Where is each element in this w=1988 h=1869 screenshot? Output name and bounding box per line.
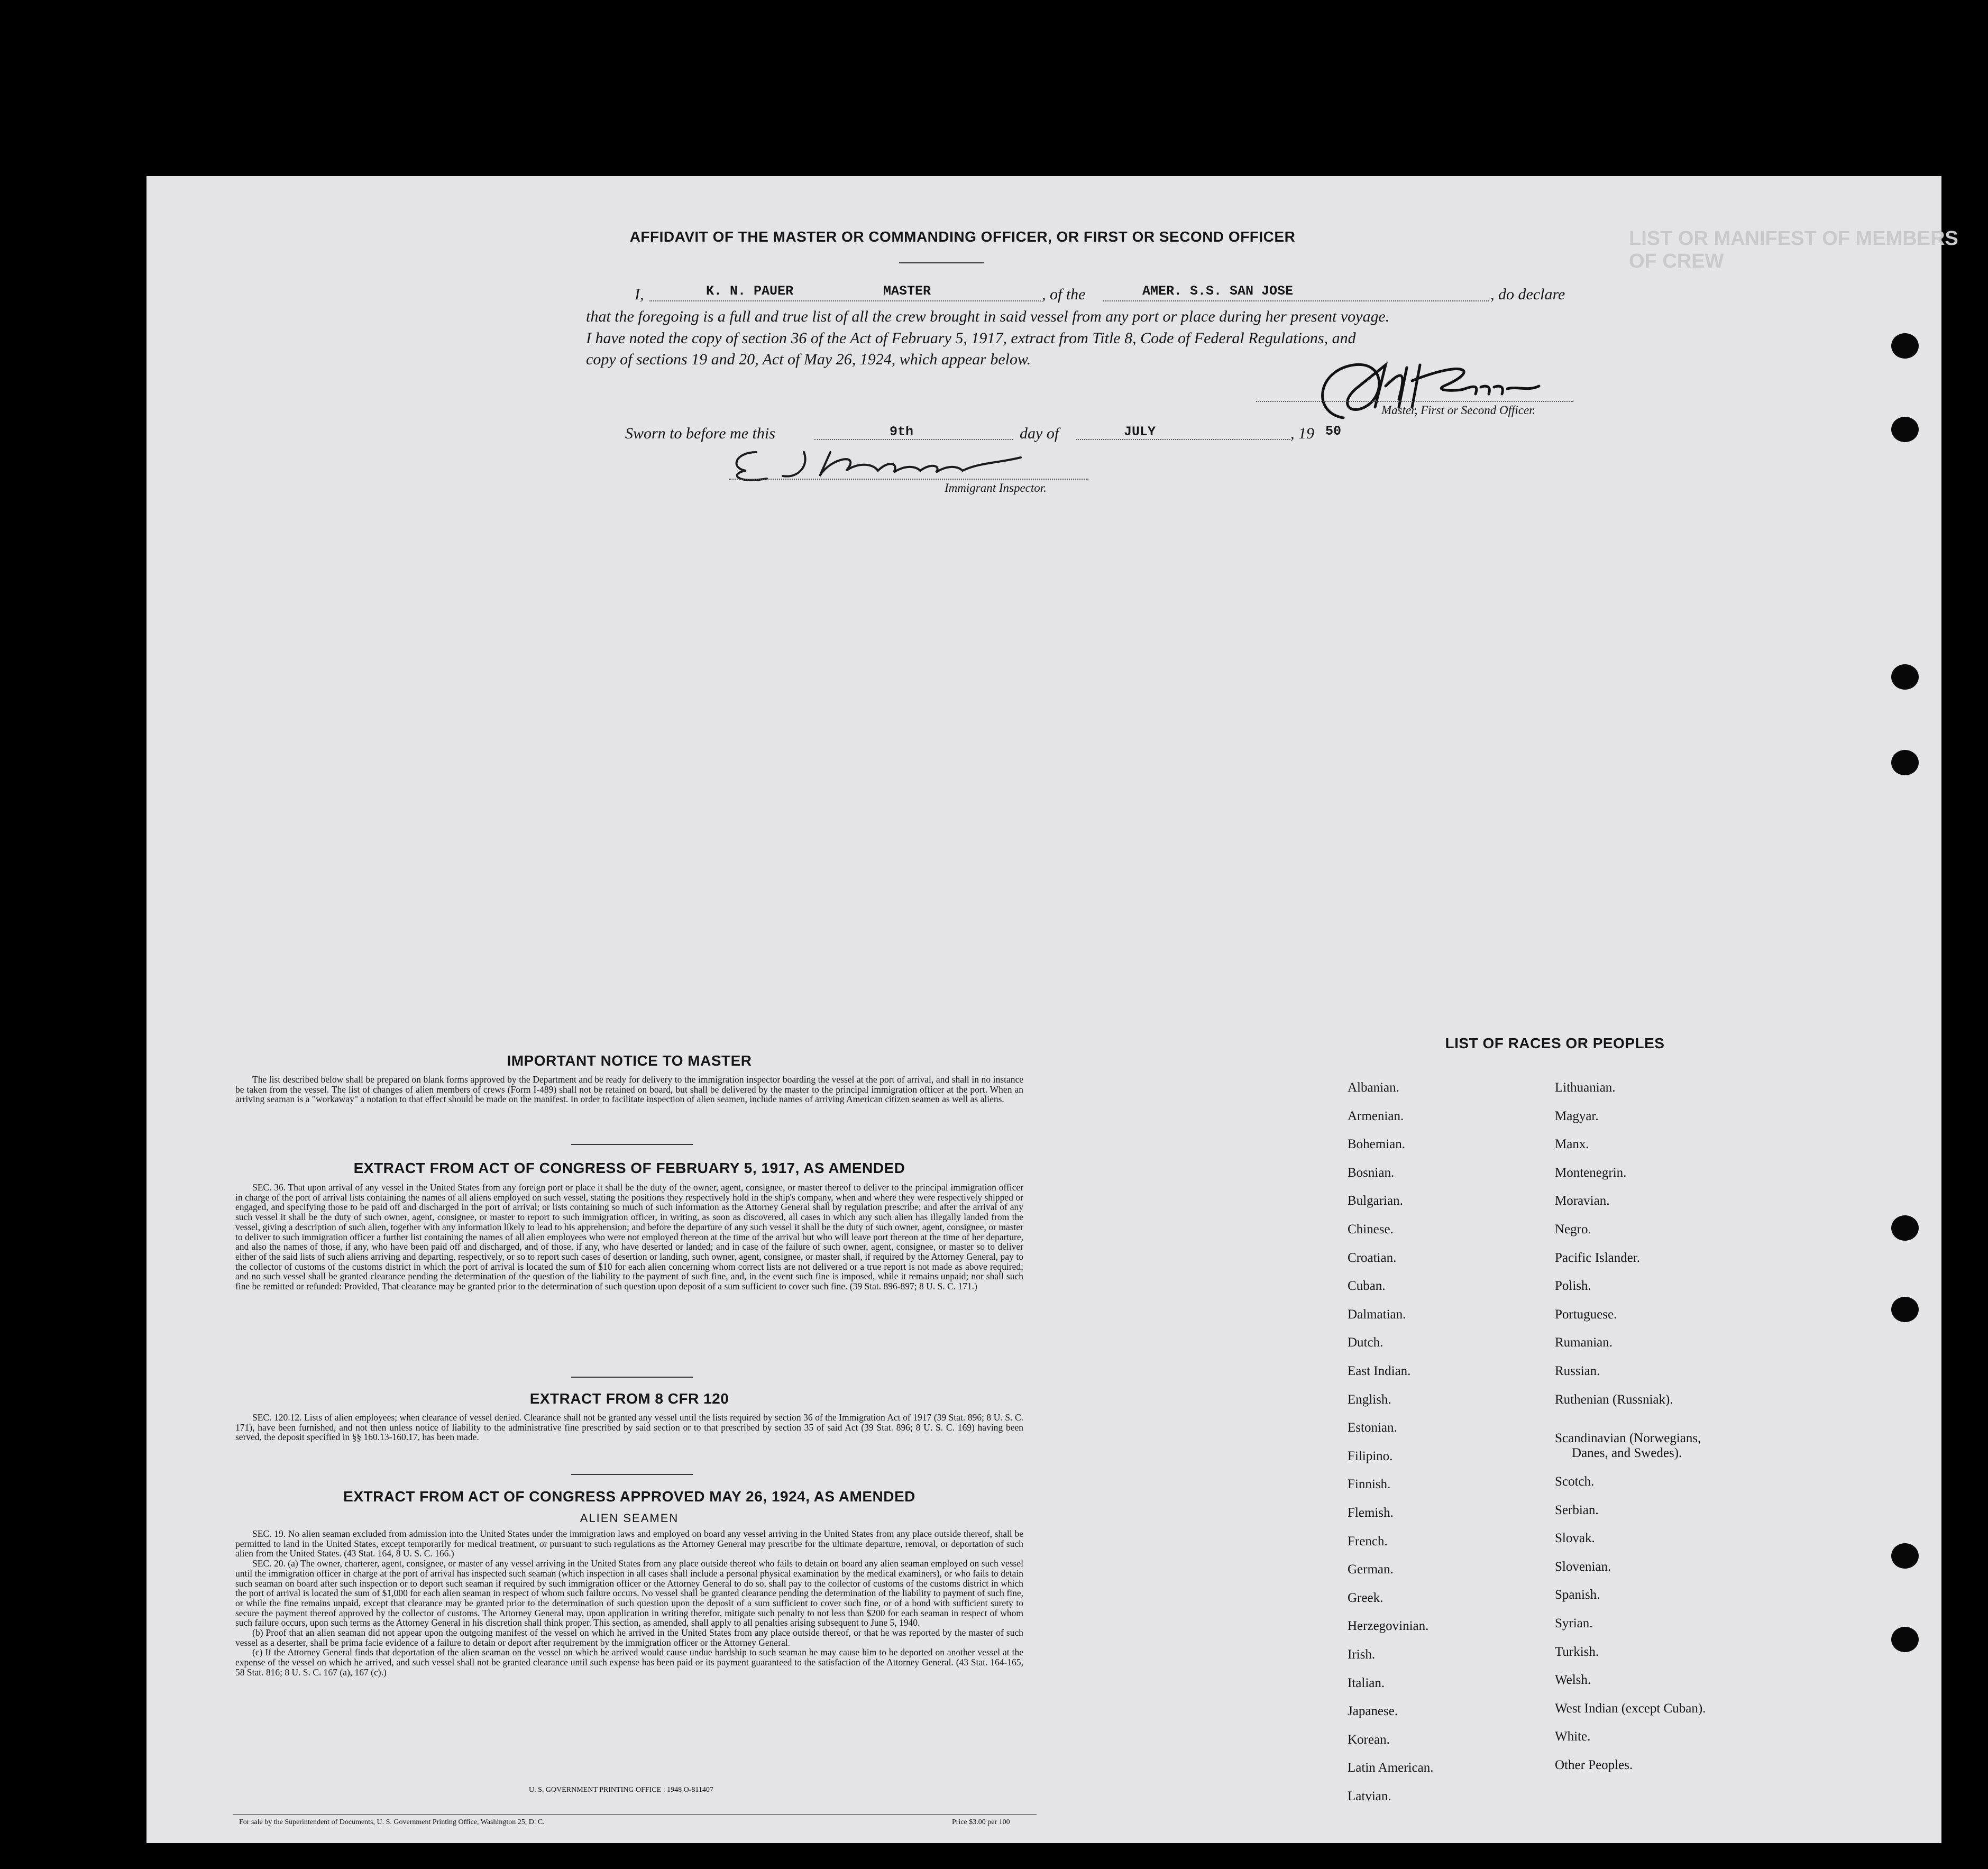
- printing-office-line: U. S. GOVERNMENT PRINTING OFFICE : 1948 O-811407: [529, 1786, 713, 1794]
- race-item: German.: [1348, 1562, 1394, 1577]
- binder-hole: [1891, 1627, 1919, 1652]
- affidavit-i-label: I,: [635, 286, 644, 303]
- race-item: Estonian.: [1348, 1421, 1397, 1435]
- race-item: Dutch.: [1348, 1335, 1384, 1350]
- inspector-signature: [725, 442, 1095, 484]
- month-field-line: [1076, 439, 1290, 440]
- race-item: Polish.: [1555, 1279, 1591, 1294]
- affidavit-title: AFFIDAVIT OF THE MASTER OR COMMANDING OFFICER, OR FIRST OR SECOND OFFICER: [629, 228, 1296, 245]
- binder-hole: [1891, 664, 1919, 690]
- vessel-field-line: [1103, 300, 1489, 301]
- notice-text: The list described below shall be prepared on blank forms approved by the Department and be ready for delivery to the immigration inspector boarding the vessel at the port of arrival, and shall in no instance be taken from the vessel. The list of changes of alien members of crews (Form I-489) shall not be retained on board, but shall be delivered by the master to the principal immigration officer at the port. When an arriving seaman is a "workaway" a notation to that effect should be made on the manifest. In order to facilitate inspection of alien seamen, include names of arriving American citizen seamen as well as aliens.: [235, 1074, 1023, 1105]
- for-sale-line: For sale by the Superintendent of Documents, U. S. Government Printing Office, Washington 25, D. C.: [239, 1818, 545, 1826]
- race-item: Welsh.: [1555, 1673, 1591, 1688]
- divider: [571, 1377, 693, 1378]
- race-item: Scandinavian (Norwegians,: [1555, 1431, 1701, 1446]
- race-item: Serbian.: [1555, 1502, 1599, 1517]
- race-item: Syrian.: [1555, 1616, 1593, 1631]
- race-item: Dalmatian.: [1348, 1307, 1406, 1322]
- race-item: Irish.: [1348, 1647, 1376, 1662]
- binder-hole: [1891, 1215, 1919, 1241]
- race-item: Moravian.: [1555, 1194, 1610, 1208]
- race-item: Manx.: [1555, 1137, 1589, 1152]
- vessel-name: AMER. S.S. SAN JOSE: [1142, 283, 1294, 299]
- affidavit-line-2: that the foregoing is a full and true list of all the crew brought in said vessel from any port or place during her present voyage.: [586, 308, 1390, 325]
- notice-title: IMPORTANT NOTICE TO MASTER: [507, 1052, 752, 1069]
- bleed-through-text: LIST OR MANIFEST OF MEMBERS OF CREW: [1629, 227, 1958, 272]
- extract-cfr-text: SEC. 120.12. Lists of alien employees; when clearance of vessel denied. Clearance shall not be granted any vessel until the lists required by section 36 of the Immigration Act of 1917 (39 Stat. 896; 8 U. S. C. 171), have been furnished, and not then unless notice of liability to the administrative fine prescribed by said section or to that prescribed by section 35 of said Act (39 Stat. 896; 8 U. S. C. 169) having been served, the deposit specified in §§ 160.13-160.17, has been made.: [235, 1412, 1023, 1443]
- race-item: Slovenian.: [1555, 1559, 1611, 1574]
- race-item: Bosnian.: [1348, 1165, 1395, 1180]
- price-line: Price $3.00 per 100: [952, 1818, 1010, 1826]
- race-item: Negro.: [1555, 1222, 1591, 1236]
- sworn-day: 9th: [890, 424, 914, 439]
- inspector-caption: Immigrant Inspector.: [945, 481, 1047, 494]
- race-item: Spanish.: [1555, 1588, 1600, 1602]
- sworn-label: Sworn to before me this: [625, 425, 775, 442]
- sworn-year: 50: [1325, 424, 1342, 439]
- binder-hole: [1891, 417, 1919, 442]
- inspector-signature-line: [729, 479, 1088, 480]
- race-item: Finnish.: [1348, 1477, 1391, 1492]
- race-item: Herzegovinian.: [1348, 1619, 1429, 1634]
- sworn-month: JULY: [1124, 424, 1156, 439]
- affidavit-line-4: copy of sections 19 and 20, Act of May 26, 1924, which appear below.: [586, 351, 1031, 368]
- race-item: Portuguese.: [1555, 1307, 1617, 1322]
- alien-seamen-subtitle: ALIEN SEAMEN: [580, 1511, 679, 1525]
- do-declare-label: , do declare: [1490, 286, 1565, 303]
- race-item: East Indian.: [1348, 1364, 1411, 1378]
- race-item: Cuban.: [1348, 1279, 1386, 1294]
- day-field-line: [814, 439, 1013, 440]
- master-rank: MASTER: [883, 283, 931, 299]
- master-name: K. N. PAUER: [706, 283, 794, 299]
- race-item: Flemish.: [1348, 1506, 1394, 1520]
- master-caption: Master, First or Second Officer.: [1381, 404, 1536, 417]
- divider: [899, 262, 984, 263]
- race-item: Latvian.: [1348, 1789, 1391, 1803]
- race-item: Croatian.: [1348, 1250, 1397, 1265]
- race-item: Rumanian.: [1555, 1335, 1613, 1350]
- races-title: LIST OF RACES OR PEOPLES: [1445, 1035, 1665, 1051]
- race-item: Chinese.: [1348, 1222, 1394, 1236]
- extract-1917-text: SEC. 36. That upon arrival of any vessel in the United States from any foreign port or place it shall be the duty of the owner, agent, consignee, or master thereof to deliver to the principal immigration officer in charge of the port of arrival lists containing the names of all aliens employed on such vessel, stating the positions they respectively hold in the ship's company, when and where they were respectively shipped or engaged, and specifying those to be paid off and discharged in the port of arrival; or lists containing so much of such information as the Attorney General shall by regulation prescribe; and after the arrival of any such vessel it shall be the duty of such owner, agent, consignee, or master to report to such immigration officer, in writing, as soon as discovered, all cases in which any such alien has illegally landed from the vessel, giving a description of such alien, together with any information likely to lead to his apprehension; and before the departure of any such vessel it shall be the duty of such owner, agent, consignee, or master to deliver to such immigration officer a further list containing the names of all alien employees who were not employed thereon at the time of the arrival but who will leave port thereon at the time of her departure, and also the names of those, if any, who have been paid off and discharged, and of those, if any, who have deserted or landed; and in case of the failure of such owner, agent, consignee, or master so to deliver either of the said lists of such aliens arriving and departing, respectively, or so to report such cases of desertion or landing, such owner, agent, consignee, or master shall, if required by the Attorney General, pay to the collector of customs of the customs district in which the port of arrival is located the sum of $10 for each alien concerning whom correct lists are not delivered or a true report is not made as above required; and no such vessel shall be granted clearance pending the determination of the question of the liability to the payment of such fine, and, in the event such fine is imposed, while it remains unpaid; nor shall such fine be remitted or refunded: Provided, That clearance may be granted prior to the determination of such question upon deposit of a sum sufficient to cover such fine. (39 Stat. 896-897; 8 U. S. C. 171.): [235, 1182, 1023, 1292]
- race-item: English.: [1348, 1392, 1391, 1407]
- race-item: White.: [1555, 1729, 1591, 1744]
- day-of-label: day of: [1020, 425, 1059, 442]
- race-item: Greek.: [1348, 1590, 1384, 1605]
- master-signature-line: [1256, 401, 1573, 402]
- race-item: Montenegrin.: [1555, 1165, 1627, 1180]
- race-item: Magyar.: [1555, 1108, 1599, 1123]
- race-item: Danes, and Swedes).: [1572, 1446, 1682, 1461]
- race-item: Japanese.: [1348, 1704, 1398, 1719]
- binder-hole: [1891, 750, 1919, 775]
- year-prefix: , 19: [1290, 425, 1314, 442]
- extract-1917-title: EXTRACT FROM ACT OF CONGRESS OF FEBRUARY 5, 1917, AS AMENDED: [353, 1160, 905, 1176]
- divider: [571, 1474, 693, 1475]
- binder-hole: [1891, 333, 1919, 359]
- race-item: Russian.: [1555, 1364, 1600, 1378]
- of-the-label: , of the: [1042, 286, 1086, 303]
- race-item: West Indian (except Cuban).: [1555, 1701, 1706, 1716]
- race-item: Albanian.: [1348, 1080, 1399, 1095]
- footer-rule: [233, 1814, 1037, 1815]
- race-item: Bulgarian.: [1348, 1194, 1403, 1208]
- race-item: Slovak.: [1555, 1531, 1595, 1546]
- binder-hole: [1891, 1543, 1919, 1569]
- race-item: French.: [1348, 1534, 1388, 1549]
- name-field-line: [649, 300, 1041, 301]
- affidavit-line-3: I have noted the copy of section 36 of the Act of February 5, 1917, extract from Title 8, Code of Federal Regulations, and: [586, 329, 1356, 347]
- race-item: Other Peoples.: [1555, 1758, 1633, 1773]
- race-item: Scotch.: [1555, 1474, 1595, 1489]
- extract-cfr-title: EXTRACT FROM 8 CFR 120: [529, 1390, 729, 1407]
- race-item: Bohemian.: [1348, 1137, 1406, 1152]
- race-item: Armenian.: [1348, 1108, 1404, 1123]
- extract-1924-text: SEC. 19. No alien seaman excluded from admission into the United States under the immigration laws and employed on board any vessel arriving in the United States from any place outside thereof, shall be permitted to land in the United States, except temporarily for medical treatment, or pursuant to such regulations as the Attorney General may prescribe for the ultimate departure, removal, or deportation of such alien from the United States. (43 Stat. 164, 8 U. S. C. 166.) SEC. 20. (a) The owner, charterer, agent, consignee, or master of any vessel arriving in the United States from any place outside thereof who fails to detain on board any alien seaman employed on such vessel until the immigration officer in charge at the port of arrival has inspected such seaman (which inspection in all cases shall include a personal physical examination by the medical examiners), or who fails to detain such seaman on board after such inspection or to deport such seaman if required by such immigration officer or the Attorney General to do so, shall pay to the collector of customs of the customs district in which the port of arrival is located the sum of $1,000 for each alien seaman in respect of whom such failure occurs. No vessel shall be granted clearance pending the determination of the liability to payment of such fine, or while the fine remains unpaid, except that clearance may be granted prior to the determination of such question upon the deposit of a sum sufficient to cover such fine, or of a bond with sufficient surety to secure the payment thereof approved by the collector of customs. The Attorney General may, upon application in writing therefor, mitigate such penalty to not less than $200 for each seaman in respect of whom such failure occurs, upon such terms as the Attorney General in his discretion shall think proper. This section, as amended, shall apply to all penalties arising subsequent to June 5, 1940. (b) Proof that an alien seaman did not appear upon the outgoing manifest of the vessel on which he arrived in the United States from any place outside thereof, or that he was reported by the master of such vessel as a deserter, shall be prima facie evidence of a failure to detain or deport after requirement by the immigration officer or the Attorney General. (c) If the Attorney General finds that deportation of the alien seaman on the vessel on which he arrived would cause undue hardship to such seaman he may cause him to be deported on another vessel at the expense of the vessel on which he arrived, and such vessel shall not be granted clearance until such expense has been paid or its payment guaranteed to the satisfaction of the Attorney General. (43 Stat. 164-165, 58 Stat. 816; 8 U. S. C. 167 (a), 167 (c).): [235, 1528, 1023, 1678]
- race-item: Italian.: [1348, 1675, 1385, 1690]
- race-item: Pacific Islander.: [1555, 1250, 1641, 1265]
- race-item: Turkish.: [1555, 1644, 1599, 1659]
- race-item: Korean.: [1348, 1732, 1390, 1747]
- race-item: Ruthenian (Russniak).: [1555, 1392, 1673, 1407]
- binder-hole: [1891, 1297, 1919, 1322]
- race-item: Lithuanian.: [1555, 1080, 1616, 1095]
- divider: [571, 1144, 693, 1145]
- extract-1924-title: EXTRACT FROM ACT OF CONGRESS APPROVED MAY 26, 1924, AS AMENDED: [343, 1488, 915, 1505]
- race-item: Latin American.: [1348, 1761, 1434, 1775]
- race-item: Filipino.: [1348, 1449, 1393, 1463]
